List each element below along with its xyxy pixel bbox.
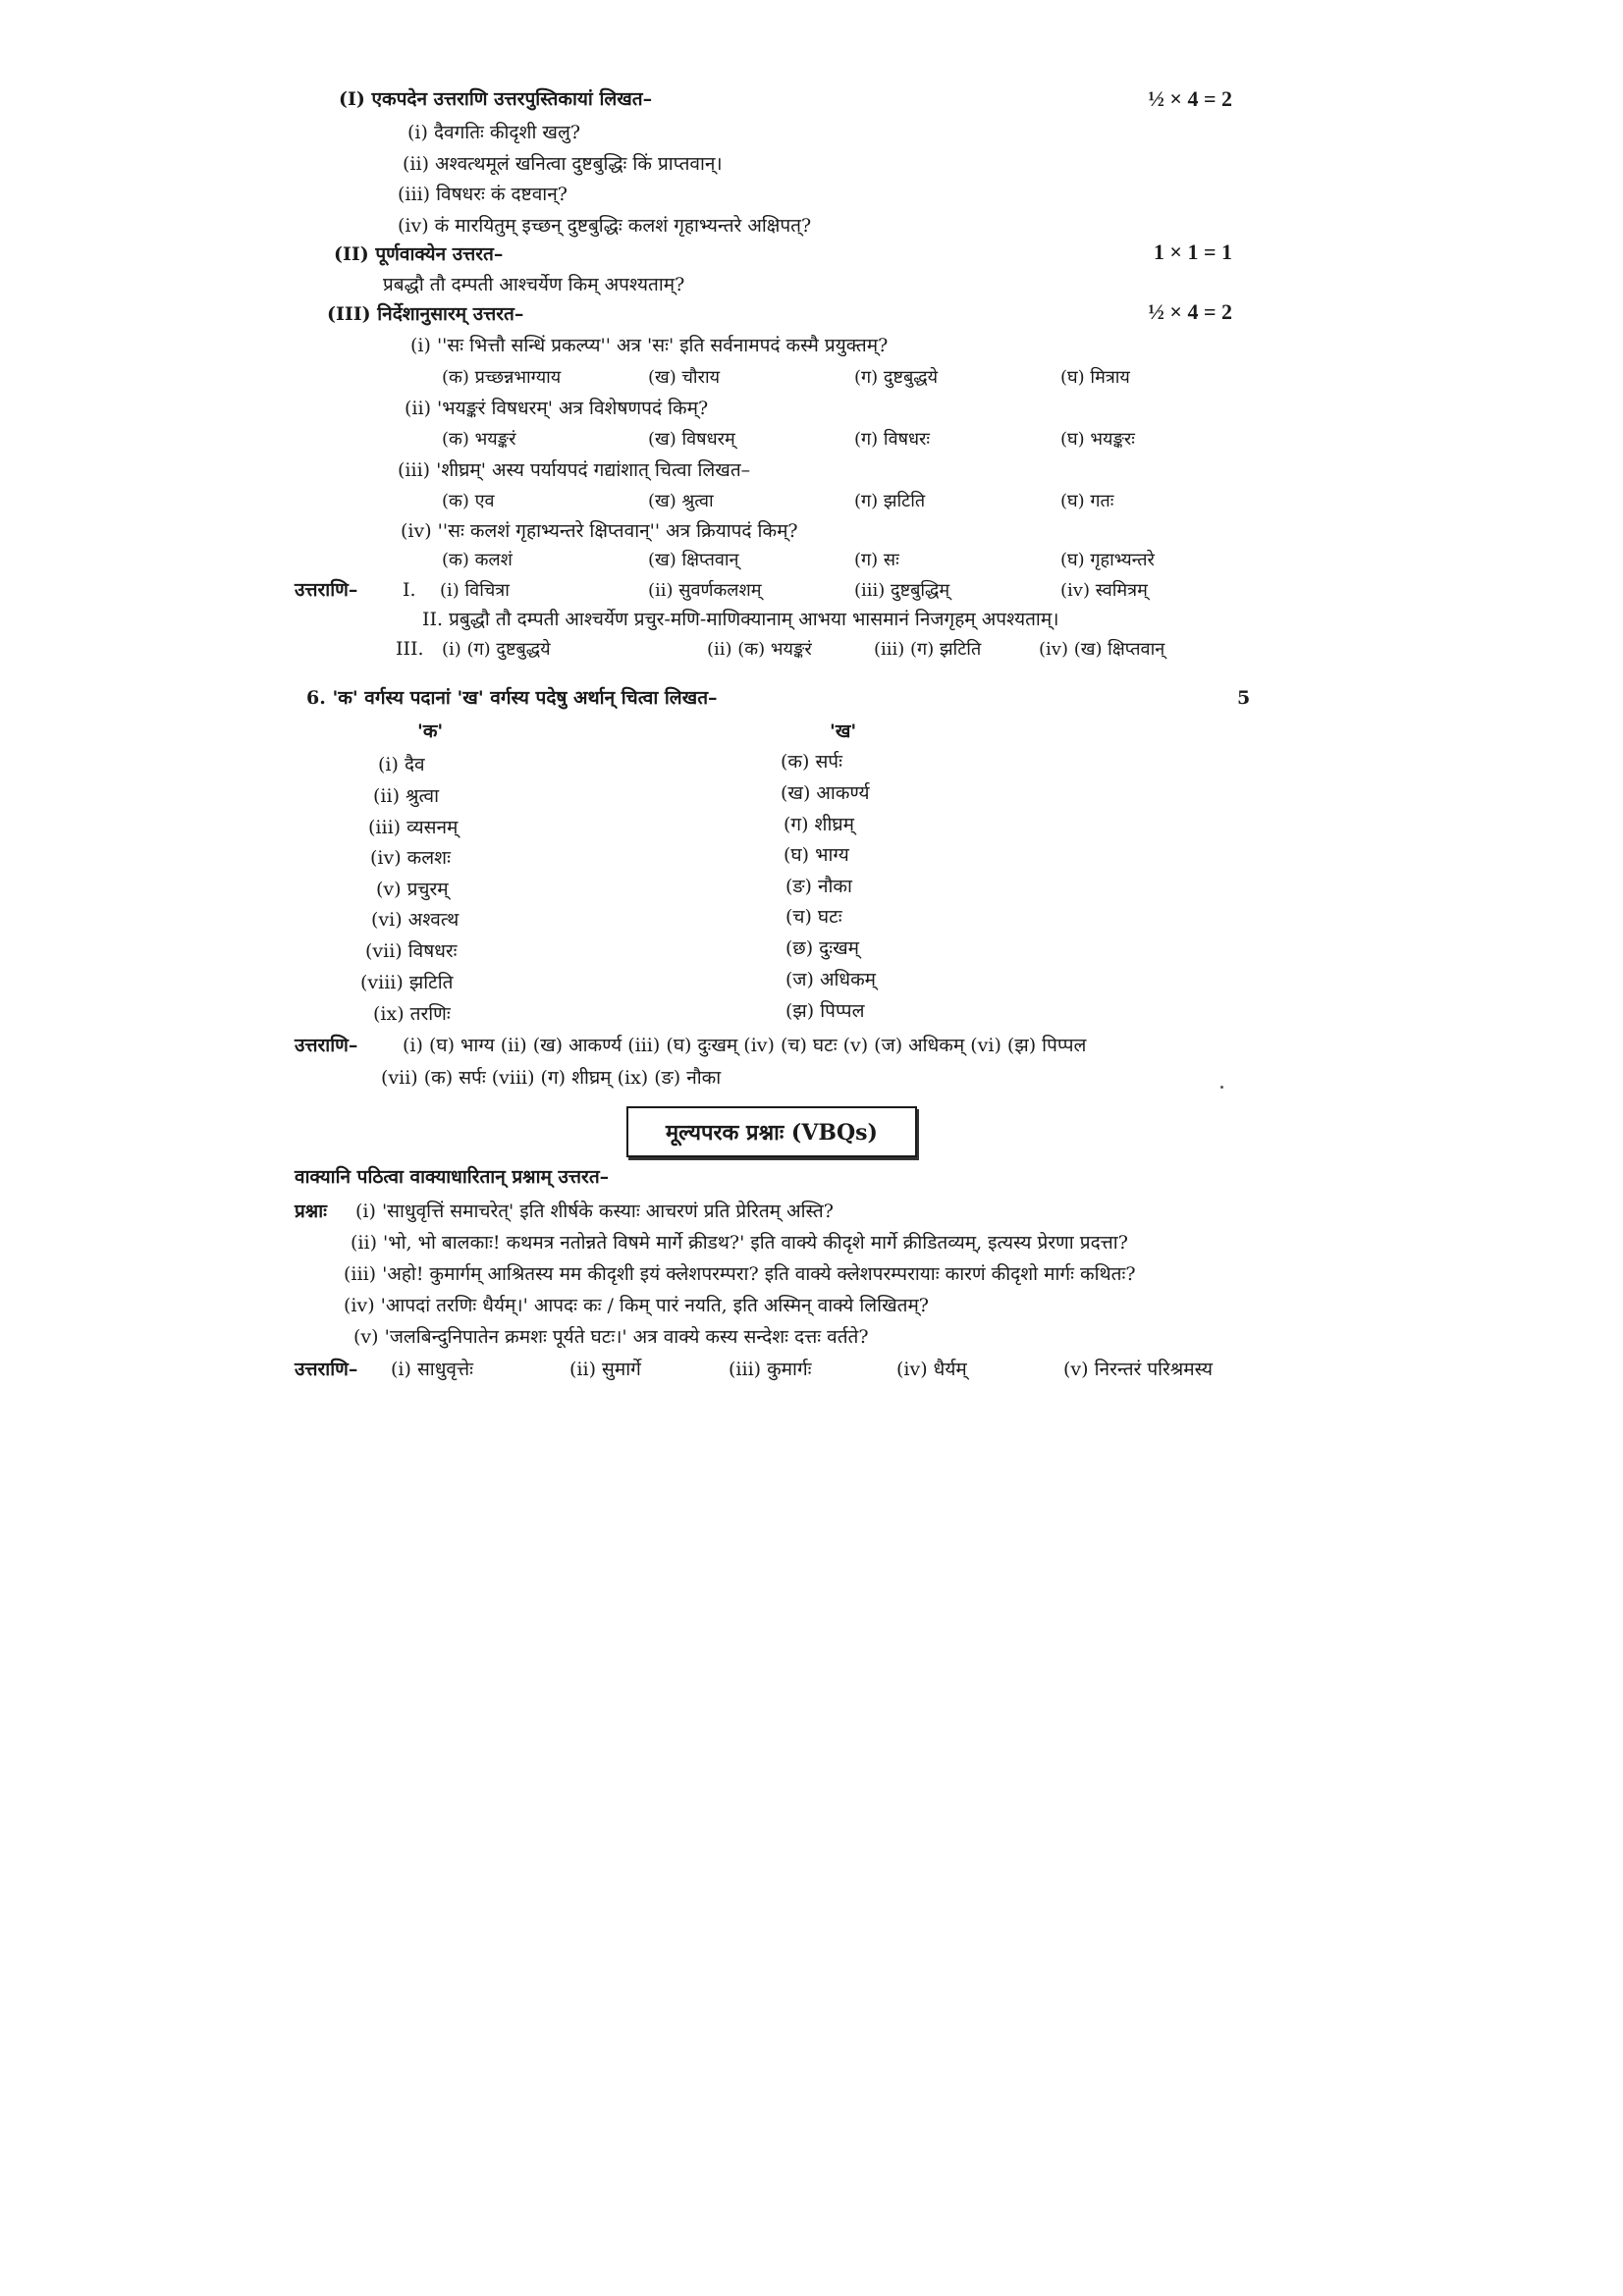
ka-item: (ix) तरणिः — [373, 1003, 451, 1025]
answer-III-ii: (ii) (क) भयङ्करं — [707, 639, 812, 660]
option-ka: (क) प्रच्छन्नभाग्याय — [442, 367, 562, 388]
answer-II: II. प्रबुद्धौ तौ दम्पती आश्चर्येण प्रचुर-मणि-माणिक्यानाम् आभया भासमानं निजगृहम् अपश्यताम्। — [422, 609, 1059, 630]
stray-dot — [1220, 1086, 1223, 1089]
answer-I-iv: (iv) स्वमित्रम् — [1060, 580, 1148, 601]
ka-item: (iii) व्यसनम् — [368, 817, 459, 838]
vbq-question: (ii) 'भो, भो बालकाः! कथमत्र नतोन्नते विषमे मार्गे क्रीडथ?' इति वाक्ये कीदृशे मार्गे क्रीडितव्यम्, इत्यस्य प्रेरणा प्रदत्ता? — [351, 1232, 1128, 1254]
question-I-ii: (ii) अश्वत्थमूलं खनित्वा दुष्टबुद्धिः किं प्राप्तवान्। — [403, 153, 723, 175]
column-kha-header: 'ख' — [830, 721, 857, 742]
kha-item: (ख) आकर्ण्य — [781, 782, 870, 804]
vbq-answer: (iv) धैर्यम् — [896, 1359, 967, 1380]
option-gha: (घ) गतः — [1060, 491, 1114, 511]
vbq-title: मूल्यपरक प्रश्नाः (VBQs) — [666, 1120, 878, 1146]
section-II-heading: (II) पूर्णवाक्येन उत्तरत– — [334, 243, 504, 265]
section-I-heading: (I) एकपदेन उत्तराणि उत्तरपुस्तिकायां लिखत– — [339, 88, 653, 110]
option-ga: (ग) दुष्टबुद्धये — [854, 367, 939, 388]
vbq-answer: (ii) सुमार्गे — [569, 1359, 641, 1380]
question-II: प्रबद्धौ तौ दम्पती आश्चर्येण किम् अपश्यताम्? — [383, 274, 685, 295]
ka-item: (ii) श्रुत्वा — [373, 785, 439, 807]
answer-I-ii: (ii) सुवर्णकलशम् — [648, 580, 762, 601]
option-gha: (घ) मित्राय — [1060, 367, 1130, 388]
option-ka: (क) एव — [442, 491, 495, 511]
question-III-ii: (ii) 'भयङ्करं विषधरम्' अत्र विशेषणपदं किम्? — [405, 398, 709, 419]
q6-answers-line1: (i) (घ) भाग्य (ii) (ख) आकर्ण्य (iii) (घ) दुःखम् (iv) (च) घटः (v) (ज) अधिकम् (vi) (झ) पिप्पल — [403, 1035, 1087, 1056]
vbq-prashna-label: प्रश्नाः — [295, 1201, 328, 1222]
option-ga: (ग) झटिति — [854, 491, 926, 511]
kha-item: (झ) पिप्पल — [785, 1000, 865, 1022]
section-II-marks: 1 × 1 = 1 — [1153, 240, 1232, 264]
ka-item: (i) दैव — [378, 754, 425, 775]
section-III-heading: (III) निर्देशानुसारम् उत्तरत– — [327, 303, 524, 325]
option-kha: (ख) विषधरम् — [648, 429, 735, 450]
answer-I-label: I. — [403, 579, 416, 601]
vbq-answer: (iii) कुमार्गः — [729, 1359, 812, 1380]
kha-item: (ग) शीघ्रम् — [784, 814, 854, 835]
kha-item: (ङ) नौका — [785, 876, 852, 897]
q6-heading: 6. 'क' वर्गस्य पदानां 'ख' वर्गस्य पदेषु अर्थान् चित्वा लिखत– — [306, 687, 718, 709]
q6-marks: 5 — [1237, 687, 1251, 709]
vbq-answer: (i) साधुवृत्तेः — [391, 1359, 473, 1380]
kha-item: (क) सर्पः — [781, 751, 842, 773]
ka-item: (v) प्रचुरम् — [376, 879, 449, 900]
ka-item: (vi) अश्वत्थ — [371, 909, 460, 931]
answers-label: उत्तराणि– — [295, 579, 358, 601]
question-III-iii: (iii) 'शीघ्रम्' अस्य पर्यायपदं गद्यांशात् चित्वा लिखत– — [398, 459, 751, 481]
answer-III-iv: (iv) (ख) क्षिप्तवान् — [1039, 639, 1165, 660]
answer-I-i: (i) विचित्रा — [440, 580, 510, 601]
question-I-i: (i) दैवगतिः कीदृशी खलु? — [407, 122, 581, 143]
section-III-marks: ½ × 4 = 2 — [1148, 299, 1232, 324]
option-kha: (ख) चौराय — [648, 367, 721, 388]
option-ga: (ग) विषधरः — [854, 429, 931, 450]
question-III-i: (i) ''सः भित्तौ सन्धिं प्रकल्प्य'' अत्र 'सः' इति सर्वनामपदं कस्मै प्रयुक्तम्? — [410, 335, 889, 356]
answer-I-iii: (iii) दुष्टबुद्धिम् — [854, 580, 950, 601]
vbq-question: (i) 'साधुवृत्तिं समाचरेत्' इति शीर्षके कस्याः आचरणं प्रति प्रेरितम् अस्ति? — [355, 1201, 834, 1222]
kha-item: (च) घटः — [785, 906, 842, 928]
option-gha: (घ) गृहाभ्यन्तरे — [1060, 550, 1155, 570]
question-I-iv: (iv) कं मारयितुम् इच्छन् दुष्टबुद्धिः कलशं गृहाभ्यन्तरे अक्षिपत्? — [398, 215, 812, 237]
section-I-marks: ½ × 4 = 2 — [1148, 86, 1232, 111]
kha-item: (छ) दुःखम् — [785, 937, 860, 959]
q6-answers-label: उत्तराणि– — [295, 1035, 358, 1056]
option-kha: (ख) श्रुत्वा — [648, 491, 714, 511]
vbq-title-box — [626, 1106, 917, 1157]
question-I-iii: (iii) विषधरः कं दष्टवान्? — [398, 184, 568, 205]
answer-III-label: III. — [396, 638, 424, 660]
option-kha: (ख) क्षिप्तवान् — [648, 550, 739, 570]
answer-III-i: (i) (ग) दुष्टबुद्धये — [442, 639, 551, 660]
q6-answers-line2: (vii) (क) सर्पः (viii) (ग) शीघ्रम् (ix) (ङ) नौका — [381, 1067, 722, 1089]
vbq-question: (iv) 'आपदां तरणिः धैर्यम्।' आपदः कः / किम् पारं नयति, इति अस्मिन् वाक्ये लिखितम्? — [344, 1295, 929, 1316]
ka-item: (viii) झटिति — [360, 972, 454, 993]
vbq-question: (v) 'जलबिन्दुनिपातेन क्रमशः पूर्यते घटः।' अत्र वाक्ये कस्य सन्देशः दत्तः वर्तते? — [353, 1326, 869, 1348]
vbq-instruction: वाक्यानि पठित्वा वाक्याधारितान् प्रश्नाम् उत्तरत– — [295, 1166, 610, 1188]
column-ka-header: 'क' — [417, 721, 444, 742]
option-ka: (क) भयङ्करं — [442, 429, 516, 450]
vbq-answer: (v) निरन्तरं परिश्रमस्य — [1063, 1359, 1214, 1380]
ka-item: (vii) विषधरः — [365, 940, 458, 962]
kha-item: (घ) भाग्य — [784, 844, 849, 866]
ka-item: (iv) कलशः — [370, 847, 451, 869]
option-ka: (क) कलशं — [442, 550, 513, 570]
kha-item: (ज) अधिकम् — [785, 969, 877, 990]
option-gha: (घ) भयङ्करः — [1060, 429, 1135, 450]
vbq-answers-label: उत्तराणि– — [295, 1359, 358, 1380]
option-ga: (ग) सः — [854, 550, 899, 570]
vbq-question: (iii) 'अहो! कुमार्गम् आश्रितस्य मम कीदृशी इयं क्लेशपरम्परा? इति वाक्ये क्लेशपरम्परायाः कारणं कीदृशो मार्गः कथितः? — [344, 1263, 1136, 1285]
answer-III-iii: (iii) (ग) झटिति — [874, 639, 982, 660]
question-III-iv: (iv) ''सः कलशं गृहाभ्यन्तरे क्षिप्तवान्'' अत्र क्रियापदं किम्? — [401, 520, 798, 542]
